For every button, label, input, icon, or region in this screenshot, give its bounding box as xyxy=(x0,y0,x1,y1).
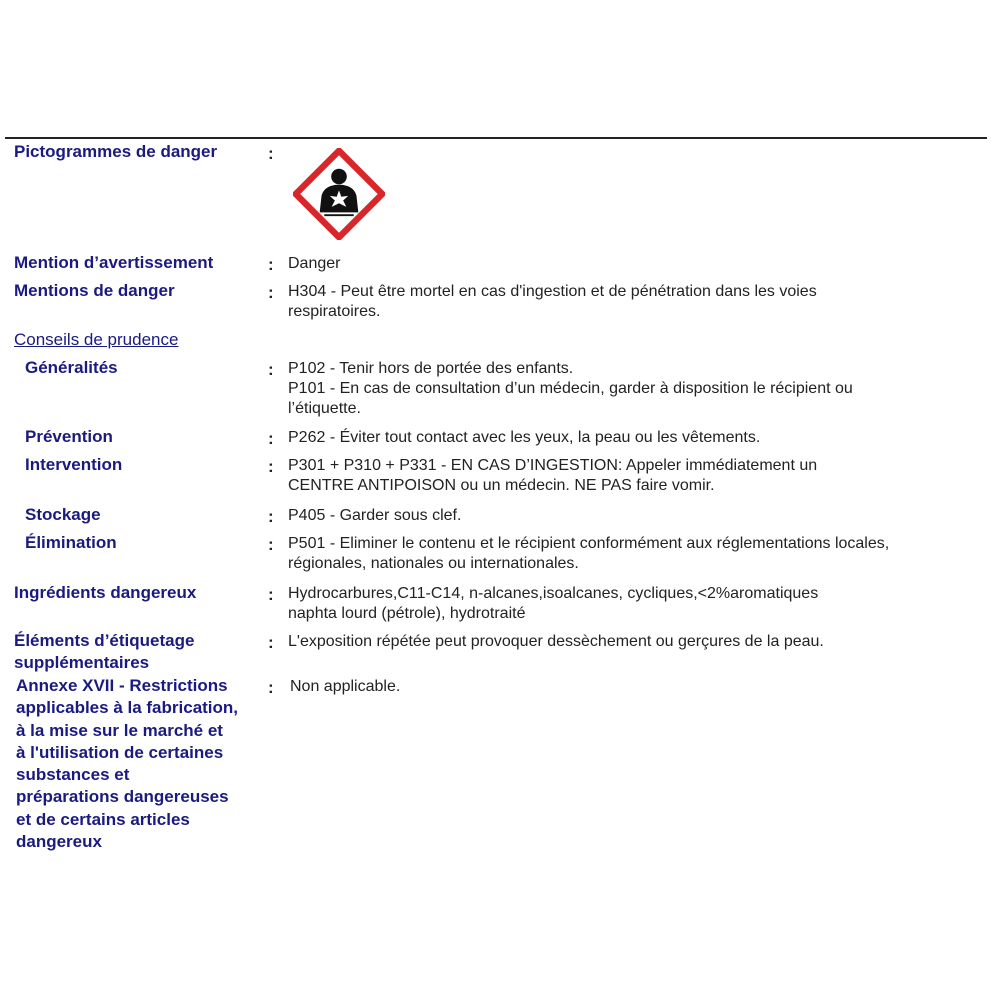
value-annex-xvii: Non applicable. xyxy=(290,678,401,695)
text-line: P262 - Éviter tout contact avec les yeux, la peau ou les vêtements. xyxy=(288,429,761,446)
value-supplementary xyxy=(288,632,988,652)
text-line: CENTRE ANTIPOISON ou un médecin. NE PAS faire vomir. xyxy=(288,477,715,494)
text-line: P301 + P310 + P331 - EN CAS D’INGESTION: Appeler immédiatement un xyxy=(288,457,818,474)
text-line: l’étiquette. xyxy=(288,400,361,417)
label-intervention: Intervention xyxy=(25,455,123,474)
value-general xyxy=(288,359,988,419)
label-hazardous-ingredients: Ingrédients dangereux xyxy=(14,583,197,602)
label-line: à l'utilisation de certaines xyxy=(16,742,224,762)
label-line: et de certains articles xyxy=(16,809,190,829)
colon: : xyxy=(268,535,274,554)
label-annex-xvii xyxy=(16,675,266,853)
text-line: respiratoires. xyxy=(288,303,381,320)
label-disposal: Élimination xyxy=(25,533,117,552)
top-divider xyxy=(5,137,987,139)
text-line: P405 - Garder sous clef. xyxy=(288,507,462,524)
text-line: naphta lourd (pétrole), hydrotraité xyxy=(288,605,526,622)
value-intervention xyxy=(288,456,988,496)
value-disposal xyxy=(288,534,988,574)
text-line: P501 - Eliminer le contenu et le récipient conformément aux réglementations locales, xyxy=(288,535,890,552)
label-line: substances et xyxy=(16,765,130,785)
colon: : xyxy=(268,429,274,448)
value-prevention xyxy=(288,428,988,448)
text-line: L'exposition répétée peut provoquer dessèchement ou gerçures de la peau. xyxy=(288,633,824,650)
colon: : xyxy=(268,283,274,302)
text-line: Hydrocarbures,C11-C14, n-alcanes,isoalcanes, cycliques,<2%aromatiques xyxy=(288,585,819,602)
heading-precautionary[interactable]: Conseils de prudence xyxy=(14,330,179,349)
colon: : xyxy=(268,585,274,604)
label-pictograms: Pictogrammes de danger xyxy=(14,142,218,161)
colon: : xyxy=(268,507,274,526)
value-hazardous-ingredients xyxy=(288,584,988,624)
text-line: H304 - Peut être mortel en cas d'ingestion et de pénétration dans les voies xyxy=(288,283,817,300)
label-line: préparations dangereuses xyxy=(16,787,229,807)
text-line: P101 - En cas de consultation d’un médecin, garder à disposition le récipient ou xyxy=(288,380,853,397)
text-line: P102 - Tenir hors de portée des enfants. xyxy=(288,360,574,377)
label-storage: Stockage xyxy=(25,505,101,524)
label-supplementary xyxy=(14,630,264,674)
label-prevention: Prévention xyxy=(25,427,113,446)
ghs08-health-hazard-icon xyxy=(293,148,385,240)
label-signal-word: Mention d’avertissement xyxy=(14,253,214,272)
value-hazard-statements xyxy=(288,282,988,322)
label-line: Éléments d’étiquetage xyxy=(14,631,195,650)
colon: : xyxy=(268,678,274,697)
value-storage xyxy=(288,506,988,526)
label-line: dangereux xyxy=(16,832,102,852)
label-hazard-statements: Mentions de danger xyxy=(14,281,175,300)
text-line: régionales, nationales ou internationales. xyxy=(288,555,579,572)
label-line: supplémentaires xyxy=(14,653,150,672)
value-signal-word: Danger xyxy=(288,255,341,272)
label-line: Annexe XVII - Restrictions xyxy=(16,676,228,695)
colon: : xyxy=(268,360,274,379)
colon: : xyxy=(268,457,274,476)
colon: : xyxy=(268,144,274,163)
label-general: Généralités xyxy=(25,358,118,377)
colon: : xyxy=(268,633,274,652)
colon: : xyxy=(268,255,274,274)
label-line: à la mise sur le marché et xyxy=(16,720,223,740)
label-line: applicables à la fabrication, xyxy=(16,698,239,718)
